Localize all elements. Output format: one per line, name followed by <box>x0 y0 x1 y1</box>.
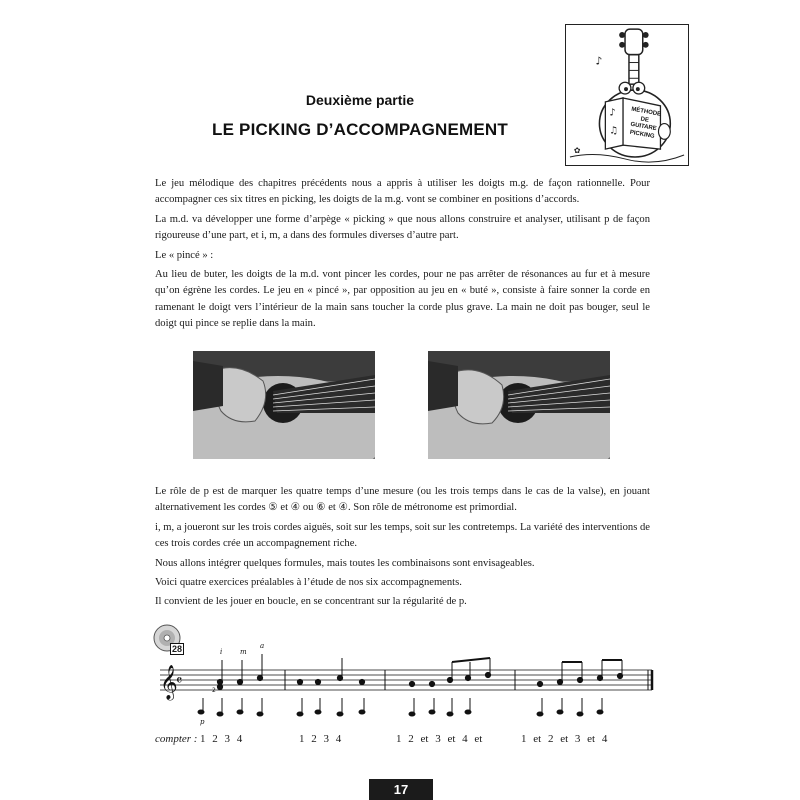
paragraph: Le « pincé » : <box>155 249 214 261</box>
photo-image <box>193 351 375 459</box>
page-number: 17 <box>369 779 433 800</box>
paragraph: Il convient de les jouer en boucle, en se concentrant sur la régularité de p. <box>155 596 467 608</box>
cartoon-illustration <box>565 24 689 166</box>
book-text-line: DE <box>640 115 650 124</box>
svg-text:𝄴: 𝄴 <box>176 673 183 689</box>
svg-text:♪: ♪ <box>609 107 616 119</box>
paragraph: Au lieu de buter, les doigts de la m.d. vont pincer les cordes, pour ne pas arrêter de résonances au fur et à mesure qu’on égrène les cordes. Le jeu en « pincé », par opposition au jeu en « buté », consiste à faire sonner la corde en ramenant le doigt vers l’intérieur de la main sans toucher la corde plus grave. La main ne doit pas bouger, seul le doigt qui pince se replie dans la main. <box>155 269 650 330</box>
section-title: LE PICKING D’ACCOMPAGNEMENT <box>212 120 508 139</box>
string-marker: 2 <box>212 687 216 694</box>
paragraph: Voici quatre exercices préalables à l’étude de nos six accompagnements. <box>155 577 462 589</box>
finger-p-label: p <box>200 718 205 726</box>
photo-image <box>428 351 610 459</box>
svg-text:✿: ✿ <box>573 146 581 156</box>
music-staff <box>150 640 655 730</box>
notation-svg <box>150 640 655 730</box>
guitar-photo-2 <box>428 351 610 459</box>
intro-text <box>155 176 650 336</box>
svg-text:♫: ♫ <box>609 125 619 137</box>
guitar-character-drawing <box>566 25 688 165</box>
count-measure-1: 1 2 3 4 <box>200 733 243 745</box>
book-text-line: GUITARE <box>629 121 658 133</box>
book-text-line: PICKING <box>629 129 656 140</box>
svg-text:𝄞: 𝄞 <box>160 665 178 700</box>
cd-track-number: 28 <box>172 644 183 654</box>
svg-text:♪: ♪ <box>595 54 603 68</box>
count-measure-2: 1 2 3 4 <box>299 733 342 745</box>
counting-label: compter : <box>155 733 198 745</box>
book-text-line: MÉTHODE <box>630 106 662 118</box>
paragraph: Nous allons intégrer quelques formules, mais toutes les combinaisons sont envisageables. <box>155 557 535 569</box>
count-measure-4: 1 et 2 et 3 et 4 <box>521 733 608 745</box>
paragraph: La m.d. va développer une forme d’arpège « picking » que nous allons construire et analyser, utilisant p de façon rigoureuse d’une part, et i, m, a dans des formules diverses d’autre part. <box>155 213 650 242</box>
finger-a-label: a <box>260 642 265 650</box>
paragraph: Le rôle de p est de marquer les quatre temps d’une mesure (ou les trois temps dans le cas de la valse), en jouant alternativement les cordes ⑤ et ④ ou ⑥ et ④. Son rôle de métronome est primordial. <box>155 486 650 514</box>
section-part: Deuxième partie <box>305 92 415 108</box>
guitar-photo-1 <box>193 351 375 459</box>
p-role-text <box>155 484 650 614</box>
finger-i-label: i <box>220 648 223 656</box>
book-cover-text <box>624 106 665 142</box>
paragraph: Le jeu mélodique des chapitres précédents nous a appris à utiliser les doigts m.g. de façon rationnelle. Pour accompagner ces six titres en picking, les doigts de la m.g. vont se combiner en positions d’accords. <box>155 178 650 206</box>
paragraph: i, m, a joueront sur les trois cordes aiguës, soit sur les temps, soit sur les contretemps. La variété des interventions de ces trois cordes crée un accompagnement riche. <box>155 521 650 550</box>
count-measure-3: 1 2 et 3 et 4 et <box>396 733 483 745</box>
finger-m-label: m <box>240 648 247 656</box>
